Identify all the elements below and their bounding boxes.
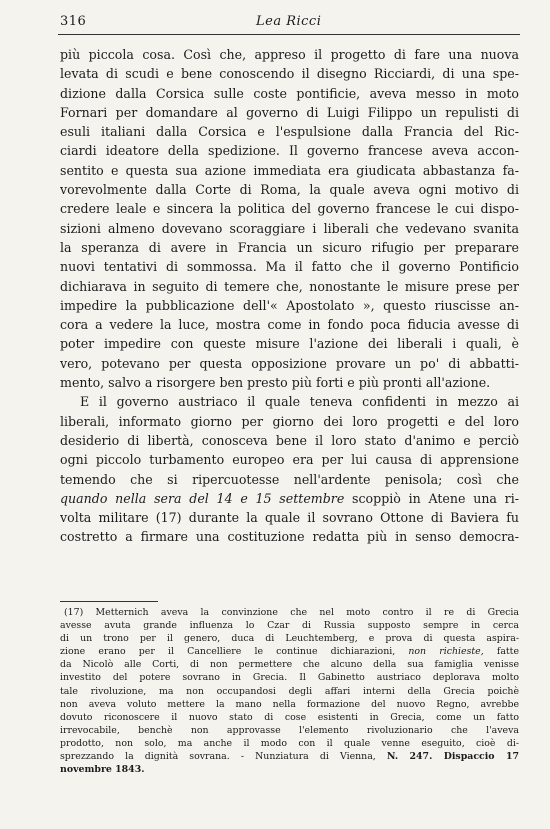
footnote-line-mixed — [60, 645, 519, 658]
text-line: sizioni almeno dovevano scoraggiare i liberali che vedevano svanita — [60, 220, 519, 236]
text-line: nuovi tentativi di sommossa. Ma il fatto che il governo Pontificio — [60, 259, 519, 275]
text-line: la speranza di avere in Francia un sicuro rifugio per preparare — [60, 239, 519, 255]
text-fragment: sprezzando la dignità sovrana. - Nunziatura di Vienna, — [60, 751, 387, 763]
text-line: ciardi ideatore della spedizione. Il governo francese aveva accon- — [60, 143, 519, 159]
text-line: cora a vedere la luce, mostra come in fondo poca fiducia avesse di — [60, 317, 519, 333]
text-line-mixed — [60, 489, 519, 508]
text-fragment: fatte — [483, 646, 519, 658]
footnote-line: investito del potere sovrano in Grecia. Il Gabinetto austriaco deplorava molto — [60, 672, 519, 684]
citation-bold: N. 247. Dispaccio 17 — [386, 751, 519, 763]
page-number: 316 — [60, 14, 87, 29]
footnote-line: avesse avuta grande influenza lo Czar di Russia supposto sempre in cerca — [60, 620, 519, 632]
footnote-line: prodotto, non solo, ma anche il modo con il quale venne eseguito, cioè di- — [60, 737, 519, 749]
text-line: vorevolmente dalla Corte di Roma, la quale aveva ogni motivo di — [60, 182, 519, 198]
text-line: volta militare (17) durante la quale il sovrano Ottone di Baviera fu — [60, 510, 519, 526]
text-line: credere leale e sincera la politica del governo francese le cui dispo- — [60, 201, 519, 217]
footnote-line: (17) Metternich aveva la convinzione che nel moto contro il re di Grecia — [64, 607, 519, 618]
text-line: levata di scudi e bene conoscendo il disegno Ricciardi, di una spe- — [60, 66, 519, 82]
text-line: esuli italiani dalla Corsica e l'espulsione dalla Francia del Ric- — [60, 124, 519, 140]
footnote-line: irrevocabile, benchè non approvasse l'elemento rivoluzionario che l'aveva — [60, 724, 519, 736]
text-line: più piccola cosa. Così che, appreso il progetto di fare una nuova — [60, 47, 519, 62]
running-title: Lea Ricci — [256, 14, 322, 29]
paragraph-2 — [60, 392, 519, 546]
italic-phrase: non richieste, — [408, 646, 484, 658]
italic-phrase: quando nella sera del 14 e 15 settembre — [60, 490, 345, 506]
body-text — [60, 45, 519, 547]
footnote-line: tale rivoluzione, ma non occupandosi degli affari interni della Grecia poichè — [60, 685, 519, 697]
text-line: dichiarava in seguito di temere che, nonostante le misure prese per — [60, 278, 519, 294]
footnote-rule — [60, 601, 158, 602]
text-line: Fornari per domandare al governo di Luigi Filippo un repulisti di — [60, 104, 519, 120]
header-rule — [58, 34, 520, 35]
text-line: vero, potevano per questa opposizione provare un po' di abbatti- — [60, 355, 519, 371]
text-line: temendo che si ripercuotesse nell'ardente penisola; così che — [60, 471, 519, 487]
footnote-line: non aveva voluto mettere la mano nella formazione del nuovo Regno, avrebbe — [60, 698, 519, 710]
text-line: ogni piccolo turbamento europeo era per lui causa di apprensione — [60, 452, 519, 468]
text-line: poter impedire con queste misure l'azione dei liberali i quali, è — [60, 336, 519, 352]
text-line: liberali, informato giorno per giorno dei loro progetti e del loro — [60, 413, 519, 429]
text-line: desiderio di libertà, conosceva bene il loro stato d'animo e perciò — [60, 432, 519, 448]
text-fragment: zione erano per il Cancelliere le continue dichiarazioni, — [60, 646, 409, 658]
paragraph-1 — [60, 45, 519, 392]
footnote-line: novembre 1843. — [60, 764, 145, 776]
footnote — [60, 606, 519, 776]
text-line: costretto a firmare una costituzione redatta più in senso democra- — [60, 529, 519, 545]
footnote-line: di un trono per il genero, duca di Leuchtemberg, e prova di questa aspira- — [60, 633, 519, 645]
footnote-line: da Nicolò alle Corti, di non permettere che alcuno della sua famiglia venisse — [60, 659, 519, 671]
text-line: mento, salvo a risorgere ben presto più forti e più pronti all'azione. — [60, 375, 491, 391]
footnote-line-mixed — [60, 750, 519, 763]
text-line: E il governo austriaco il quale teneva confidenti in mezzo ai — [80, 394, 519, 410]
text-line: sentito e questa sua azione immediata era giudicata abbastanza fa- — [60, 162, 519, 178]
text-fragment: scoppiò in Atene una ri- — [344, 490, 519, 506]
page-header — [0, 8, 550, 38]
footnote-line: dovuto riconoscere il nuovo stato di cose esistenti in Grecia, come un fatto — [60, 711, 519, 723]
text-line: dizione dalla Corsica sulle coste pontificie, aveva messo in moto — [60, 85, 519, 101]
text-line: impedire la pubblicazione dell'« Apostolato », questo riuscisse an- — [60, 297, 519, 313]
